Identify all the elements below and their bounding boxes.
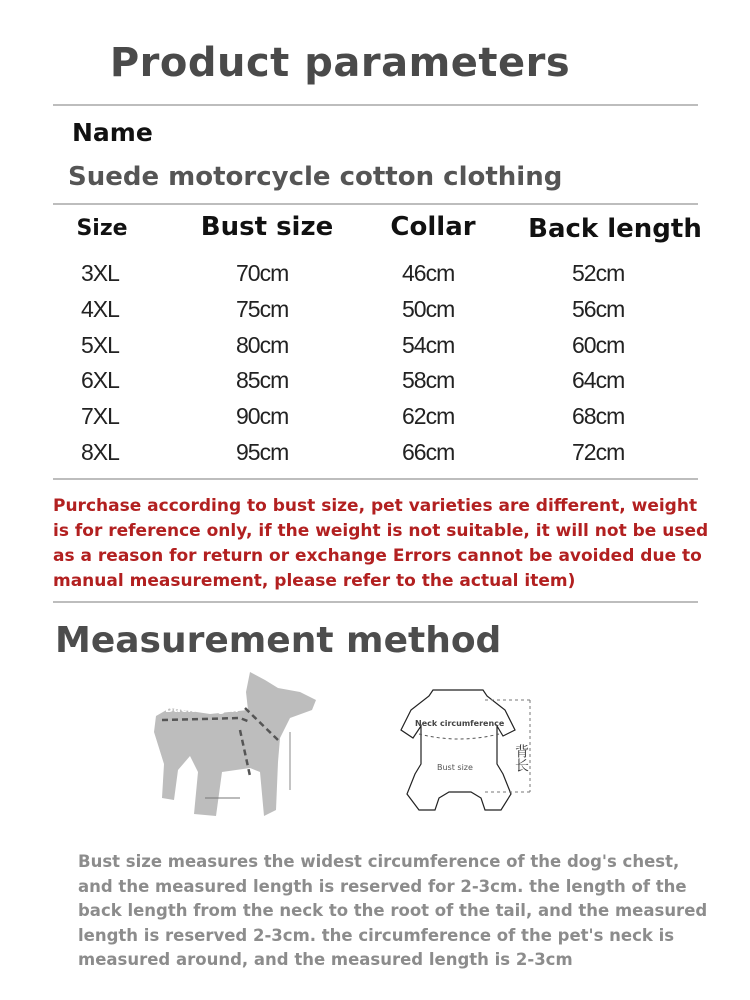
purchase-notice: Purchase according to bust size, pet varieties are different, weight is for reference only, if the weight is not suitable, it will not be used as a reason for return or exchange Errors cannot be avoided due to manual measurement, please refer to the actual item) <box>53 496 709 591</box>
name-label: Name <box>72 118 153 147</box>
collar-cell: 54cm <box>402 332 455 358</box>
divider <box>53 601 698 603</box>
size-cell: 4XL <box>81 296 119 322</box>
size-cell: 7XL <box>81 403 119 429</box>
size-cell: 5XL <box>81 332 119 358</box>
table-row <box>0 332 750 368</box>
back-length-cell: 68cm <box>572 403 625 429</box>
size-cell: 6XL <box>81 367 119 393</box>
page-title: Product parameters <box>109 40 571 86</box>
column-header-collar: Collar <box>390 212 476 242</box>
back-length-cell: 52cm <box>572 260 625 286</box>
measurement-title: Measurement method <box>55 620 502 661</box>
collar-cell: 50cm <box>402 296 455 322</box>
shirt-neck-label: Neck circumference <box>415 719 505 728</box>
table-row <box>0 403 750 439</box>
divider <box>53 104 698 106</box>
back-length-cell: 56cm <box>572 296 625 322</box>
bust-cell: 85cm <box>236 367 289 393</box>
dog-silhouette <box>154 672 316 816</box>
column-header-back-length: Back length <box>528 214 702 244</box>
collar-cell: 62cm <box>402 403 455 429</box>
column-header-bust: Bust size <box>200 212 334 242</box>
collar-cell: 46cm <box>402 260 455 286</box>
collar-cell: 66cm <box>402 439 455 465</box>
clothing-outline-illustration <box>385 682 545 827</box>
back-length-cell: 72cm <box>572 439 625 465</box>
product-name: Suede motorcycle cotton clothing <box>68 162 563 192</box>
bust-cell: 95cm <box>236 439 289 465</box>
table-row <box>0 367 750 403</box>
bust-cell: 70cm <box>236 260 289 286</box>
measurement-description: Bust size measures the widest circumference of the dog's chest, and the measured length is reserved for 2-3cm. the length of the back length from the neck to the root of the tail, and the measured length is reserved 2-3cm. the circumference of the pet's neck is measured around, and the measured length is 2-3cm <box>78 852 708 969</box>
neck-arc <box>419 734 499 739</box>
divider <box>53 203 698 205</box>
collar-cell: 58cm <box>402 367 455 393</box>
bust-cell: 80cm <box>236 332 289 358</box>
table-row <box>0 260 750 296</box>
bust-cell: 75cm <box>236 296 289 322</box>
divider <box>53 478 698 480</box>
bust-cell: 90cm <box>236 403 289 429</box>
size-cell: 8XL <box>81 439 119 465</box>
shirt-bust-label: Bust size <box>437 763 473 772</box>
table-row <box>0 296 750 332</box>
dog-back-length-label: Back length <box>165 702 239 715</box>
table-row <box>0 439 750 475</box>
back-length-cell: 64cm <box>572 367 625 393</box>
size-cell: 3XL <box>81 260 119 286</box>
column-header-size: Size <box>76 216 128 241</box>
back-length-cell: 60cm <box>572 332 625 358</box>
dog-silhouette-illustration <box>150 660 320 820</box>
shirt-side-label: 背长 <box>513 744 529 772</box>
